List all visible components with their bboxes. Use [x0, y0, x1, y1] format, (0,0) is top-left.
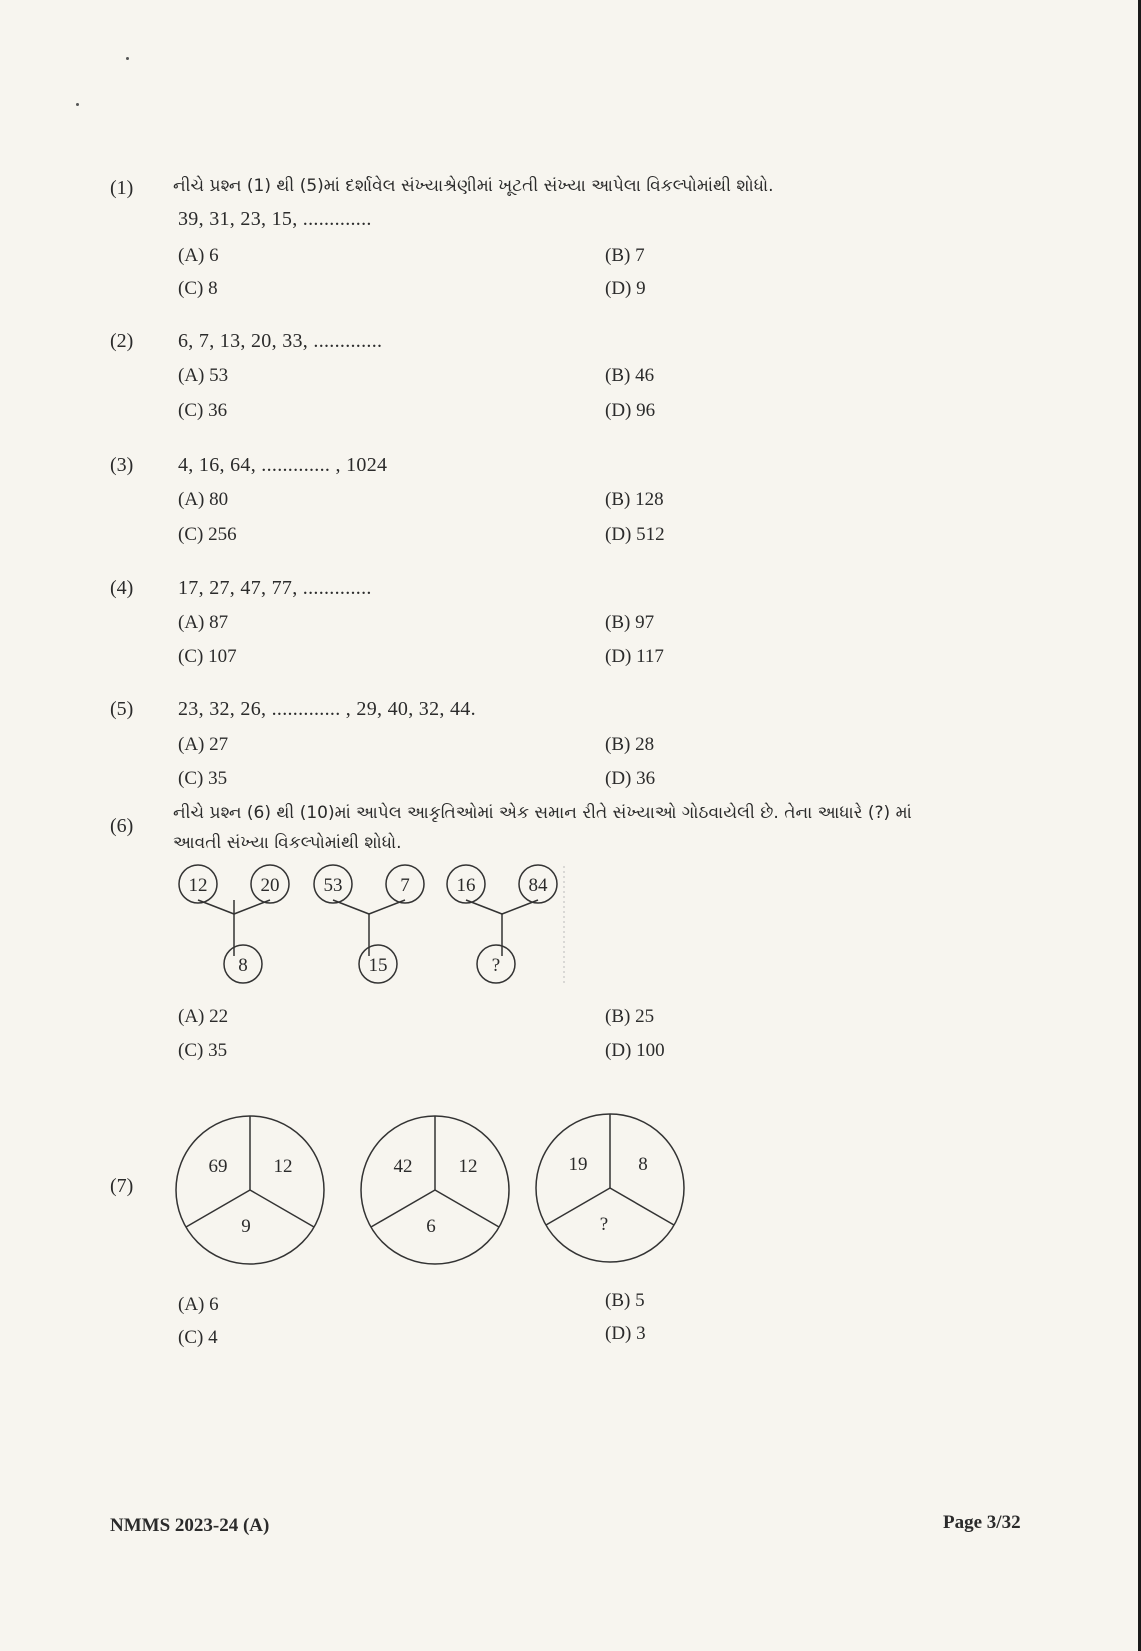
figure-q6-bottom: 8: [238, 955, 248, 976]
figure-q6-top-right: 84: [528, 875, 548, 896]
figure-q7-top-left: 42: [393, 1156, 413, 1177]
figure-q7-bottom: 6: [426, 1216, 436, 1237]
option-d[interactable]: (D) 100: [605, 1040, 665, 1061]
option-d[interactable]: (D) 9: [605, 278, 646, 299]
option-b[interactable]: (B) 128: [605, 489, 664, 510]
footer-page-number: Page 3/32: [943, 1512, 1021, 1533]
scan-speck: [126, 57, 129, 60]
option-a[interactable]: (A) 6: [178, 1294, 219, 1315]
figure-q7-top-left: 69: [208, 1156, 228, 1177]
figure-q6-top-right: 20: [260, 875, 280, 896]
option-b[interactable]: (B) 46: [605, 365, 655, 386]
figure-q7-bottom: 9: [241, 1216, 251, 1237]
figure-q6: [160, 862, 570, 994]
option-d[interactable]: (D) 3: [605, 1323, 646, 1344]
option-a[interactable]: (A) 6: [178, 245, 219, 266]
circle-figure-1: [176, 1116, 324, 1264]
question-number: (3): [110, 454, 134, 476]
option-d[interactable]: (D) 117: [605, 646, 664, 667]
option-c[interactable]: (C) 35: [178, 1040, 228, 1061]
option-d[interactable]: (D) 36: [605, 768, 656, 789]
option-a[interactable]: (A) 80: [178, 489, 229, 510]
question-number: (7): [110, 1175, 134, 1197]
instruction-q1-5: નીચે પ્રશ્ન (1) થી (5)માં દર્શાવેલ સંખ્યાશ્રેણીમાં ખૂટતી સંખ્યા આપેલા વિકલ્પોમાંથી શોધો.: [173, 176, 774, 196]
option-d[interactable]: (D) 96: [605, 400, 656, 421]
figure-q6-top-left: 53: [323, 875, 343, 896]
figure-q7-top-right: 12: [458, 1156, 478, 1177]
tree-figure-3: [447, 865, 564, 986]
option-b[interactable]: (B) 97: [605, 612, 655, 633]
option-a[interactable]: (A) 27: [178, 734, 229, 755]
option-c[interactable]: (C) 36: [178, 400, 228, 421]
question-sequence: 6, 7, 13, 20, 33, .............: [178, 330, 383, 352]
option-c[interactable]: (C) 4: [178, 1327, 218, 1348]
option-b[interactable]: (B) 7: [605, 245, 645, 266]
instruction-q6-10-line2: આવતી સંખ્યા વિકલ્પોમાંથી શોધો.: [173, 833, 402, 853]
figure-q6-bottom: 15: [368, 955, 388, 976]
question-number: (6): [110, 815, 134, 837]
question-sequence: 23, 32, 26, ............. , 29, 40, 32, 44.: [178, 698, 476, 720]
figure-q7: [170, 1110, 690, 1270]
question-sequence: 17, 27, 47, 77, .............: [178, 577, 372, 599]
option-b[interactable]: (B) 25: [605, 1006, 655, 1027]
figure-q7-top-right: 8: [638, 1154, 648, 1175]
tree-figure-1: [179, 865, 289, 983]
footer-exam-code: NMMS 2023-24 (A): [110, 1515, 270, 1536]
figure-q6-top-left: 16: [456, 875, 476, 896]
question-number: (2): [110, 330, 134, 352]
question-sequence: 4, 16, 64, ............. , 1024: [178, 454, 388, 476]
figure-q6-top-right: 7: [400, 875, 410, 896]
option-b[interactable]: (B) 28: [605, 734, 655, 755]
option-a[interactable]: (A) 87: [178, 612, 229, 633]
tree-figure-2: [314, 865, 424, 983]
question-number: (4): [110, 577, 134, 599]
scan-speck: [76, 103, 79, 106]
figure-q7-top-right: 12: [273, 1156, 293, 1177]
option-a[interactable]: (A) 22: [178, 1006, 229, 1027]
question-number: (5): [110, 698, 134, 720]
figure-q6-bottom: ?: [491, 955, 501, 976]
question-sequence: 39, 31, 23, 15, .............: [178, 208, 372, 230]
option-c[interactable]: (C) 35: [178, 768, 228, 789]
question-number: (1): [110, 177, 134, 199]
option-c[interactable]: (C) 107: [178, 646, 237, 667]
option-a[interactable]: (A) 53: [178, 365, 229, 386]
figure-q7-bottom: ?: [599, 1214, 609, 1235]
instruction-q6-10-line1: નીચે પ્રશ્ન (6) થી (10)માં આપેલ આકૃતિઓમાં એક સમાન રીતે સંખ્યાઓ ગોઠવાયેલી છે. તેના આધારે (?) માં: [173, 803, 912, 823]
circle-figure-2: [361, 1116, 509, 1264]
option-d[interactable]: (D) 512: [605, 524, 665, 545]
figure-q7-top-left: 19: [568, 1154, 588, 1175]
circle-figure-3: [536, 1114, 684, 1262]
option-c[interactable]: (C) 256: [178, 524, 237, 545]
option-b[interactable]: (B) 5: [605, 1290, 645, 1311]
option-c[interactable]: (C) 8: [178, 278, 218, 299]
figure-q6-top-left: 12: [188, 875, 208, 896]
